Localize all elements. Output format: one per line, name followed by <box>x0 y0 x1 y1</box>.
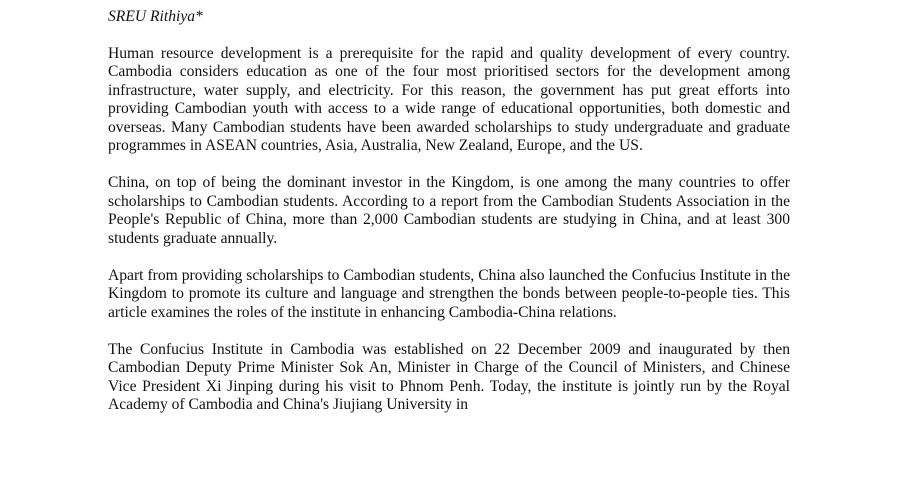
paragraph-china-scholarships: China, on top of being the dominant investor in the Kingdom, is one among the many countries to offer scholarships to Cambodian students. According to a report from the Cambodian Students Association in the People's Republic of China, more than 2,000 Cambodian students are studying in China, and at least 300 students graduate annually. <box>108 174 790 247</box>
paragraph-hrd: Human resource development is a prerequisite for the rapid and quality development of every country. Cambodia considers education as one of the four most prioritised sectors for the development among infrastructure, water supply, and electricity. For this reason, the government has put great efforts into providing Cambodian youth with access to a wide range of educational opportunities, both domestic and overseas. Many Cambodian students have been awarded scholarships to study undergraduate and graduate programmes in ASEAN countries, Asia, Australia, New Zealand, Europe, and the US. <box>108 44 790 154</box>
article-body <box>108 8 790 433</box>
paragraph-confucius-history: The Confucius Institute in Cambodia was established on 22 December 2009 and inaugurated by then Cambodian Deputy Prime Minister Sok An, Minister in Charge of the Council of Ministers, and Chinese Vice President Xi Jinping during his visit to Phnom Penh. Today, the institute is jointly run by the Royal Academy of Cambodia and China's Jiujiang University in <box>108 340 790 413</box>
author-byline: SREU Rithiya* <box>108 8 203 25</box>
paragraph-confucius-launch: Apart from providing scholarships to Cambodian students, China also launched the Confucius Institute in the Kingdom to promote its culture and language and strengthen the bonds between people-to-people ties. This article examines the roles of the institute in enhancing Cambodia-China relations. <box>108 266 790 321</box>
